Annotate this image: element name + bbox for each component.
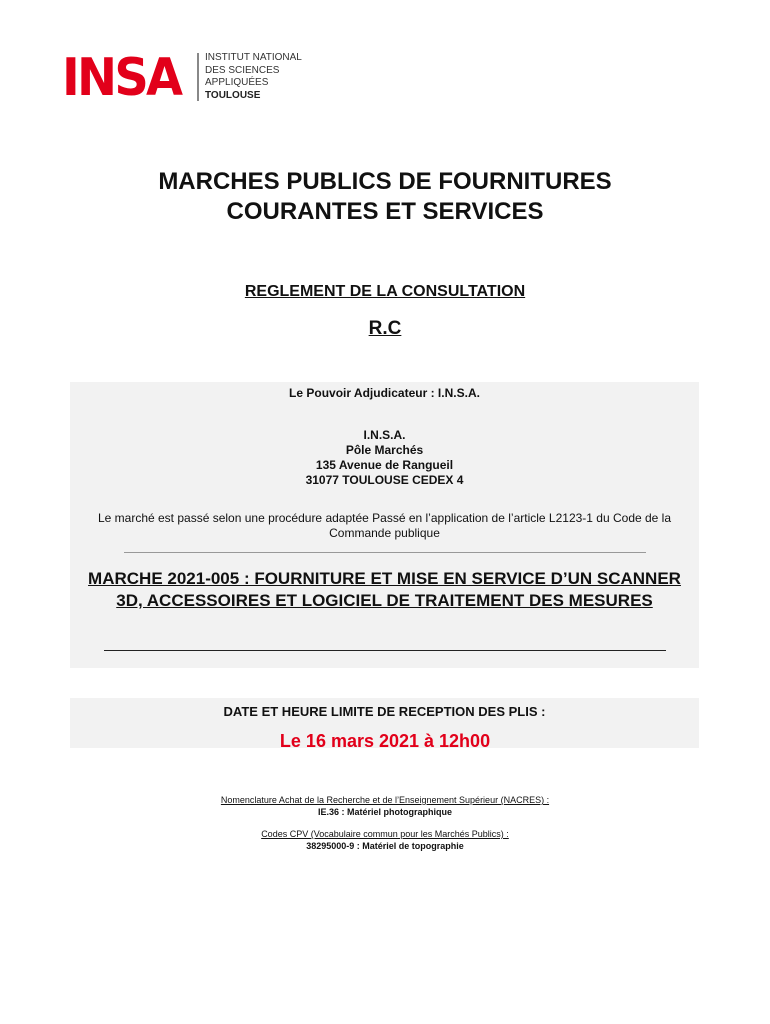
cpv-value: 38295000-9 : Matériel de topographie xyxy=(306,841,464,851)
address-line-4: 31077 TOULOUSE CEDEX 4 xyxy=(305,473,464,487)
logo-divider xyxy=(197,53,199,101)
document-title-line-1: MARCHES PUBLICS DE FOURNITURES xyxy=(158,168,612,195)
procedure-text: Le marché est passé selon une procédure adaptée Passé en l’application de l’article L2123-1 du Code de la Commande publique xyxy=(97,511,672,540)
rc-heading: R.C xyxy=(368,318,402,339)
insa-logo xyxy=(62,50,302,106)
document-title xyxy=(0,167,770,227)
consultation-info-box xyxy=(70,382,699,668)
separator-line xyxy=(104,650,666,651)
logo-line-4: TOULOUSE xyxy=(205,89,261,101)
logo-institution-name xyxy=(205,52,302,102)
logo-line-1: INSTITUT NATIONAL xyxy=(205,52,302,63)
marche-title: MARCHE 2021-005 : FOURNITURE ET MISE EN SERVICE D’UN SCANNER 3D, ACCESSOIRES ET LOGICIEL DE TRAITEMENT DES MESURES xyxy=(88,569,681,610)
document-title-line-2: COURANTES ET SERVICES xyxy=(226,198,544,225)
document-subtitle: REGLEMENT DE LA CONSULTATION xyxy=(244,283,526,300)
nacres-value: IE.36 : Matériel photographique xyxy=(317,807,452,817)
cpv-label: Codes CPV (Vocabulaire commun pour les Marchés Publics) : xyxy=(261,829,509,839)
separator-line xyxy=(124,552,646,553)
address-line-3: 135 Avenue de Rangueil xyxy=(315,458,454,472)
insa-logo-wordmark: INSA xyxy=(62,48,181,108)
logo-line-2: DES SCIENCES xyxy=(205,64,280,76)
deadline-label: DATE ET HEURE LIMITE DE RECEPTION DES PLIS : xyxy=(223,704,546,719)
address-block xyxy=(70,428,699,488)
address-line-2: Pôle Marchés xyxy=(345,443,424,457)
nacres-label: Nomenclature Achat de la Recherche et de l’Enseignement Supérieur (NACRES) : xyxy=(220,795,550,805)
logo-line-3: APPLIQUÉES xyxy=(205,77,269,88)
pouvoir-adjudicateur: Le Pouvoir Adjudicateur : I.N.S.A. xyxy=(289,386,480,400)
address-line-1: I.N.S.A. xyxy=(363,428,406,442)
deadline-value: Le 16 mars 2021 à 12h00 xyxy=(279,731,491,751)
